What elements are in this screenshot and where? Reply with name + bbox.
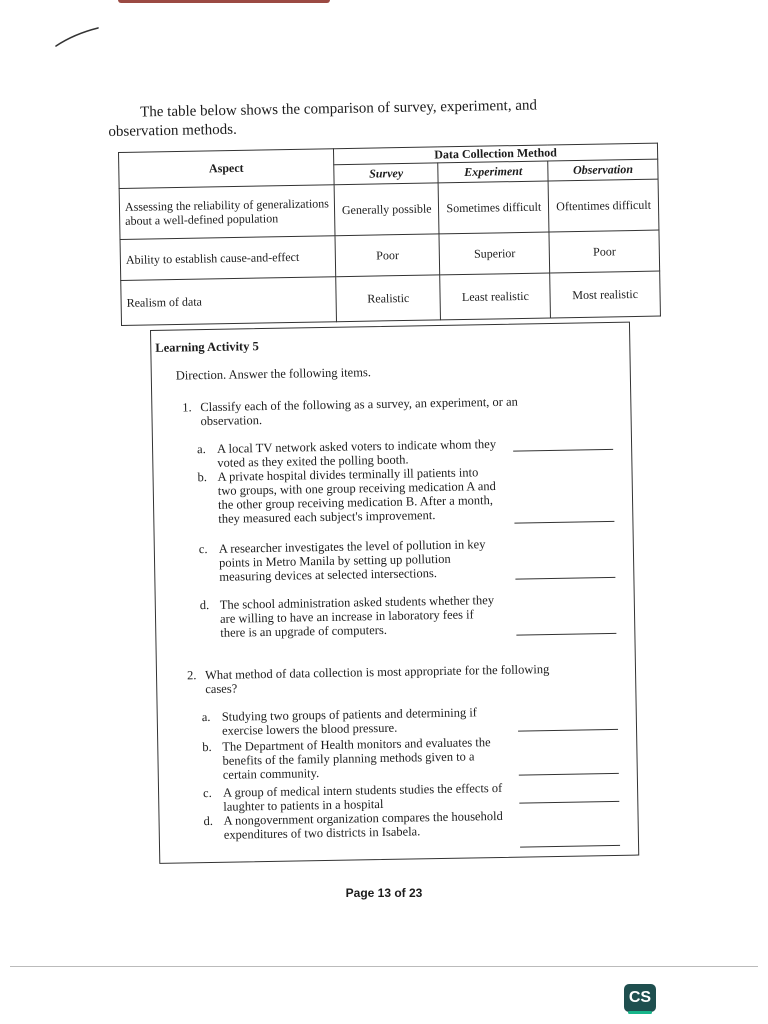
learning-activity-box [150,322,639,864]
intro-paragraph [108,95,629,142]
pen-stroke-mark [54,24,100,50]
question-text: What method of data collection is most appropriate for the following cases? [204,662,550,697]
list-item [198,537,499,584]
experiment-cell: Sometimes difficult [439,181,550,234]
list-item [202,780,503,814]
aspect-cell: Realism of data [121,277,337,326]
answer-blank[interactable] [515,577,615,580]
item-letter: a. [196,442,206,457]
item-letter: c. [202,785,212,801]
item-letter: c. [198,542,208,557]
observation-cell: Oftentimes difficult [548,179,659,232]
question-1 [182,394,562,429]
list-item [199,593,500,640]
table-row [121,271,661,325]
item-text: Studying two groups of patients and determining if exercise lowers the blood pressure. [221,705,478,738]
answer-blank[interactable] [519,773,619,776]
answer-blank[interactable] [516,633,616,636]
item-text: A group of medical intern students studies the effects of laughter to patients in a hospital [222,780,503,814]
answer-blank[interactable] [519,801,619,804]
method-group-header: Data Collection Method [333,143,657,165]
bottom-divider [10,966,758,967]
aspect-cell: Assessing the reliability of generalizations about a well-defined population [119,185,335,240]
page-number: Page 13 of 23 [345,886,423,900]
question-2 [186,662,567,697]
item-text: The Department of Health monitors and evaluates the benefits of the family planning methods given to a certain community. [222,735,491,782]
item-text: A researcher investigates the level of pollution in key points in Metro Manila by setting up pollution measuring devices at selected intersections. [218,537,486,584]
list-item [201,705,502,738]
table-row [119,179,659,239]
survey-cell: Realistic [336,275,441,322]
observation-cell: Poor [549,230,659,273]
item-letter: a. [201,710,211,725]
intro-line-1: The table below shows the comparison of survey, experiment, and [140,97,538,121]
question-number: 2. [186,668,197,683]
survey-cell: Generally possible [334,183,439,236]
item-text: A private hospital divides terminally ill patients into two groups, with one group receiving medication A and the other group receiving medication B. After a month, they measured each subject's improvement. [217,465,496,526]
list-item [196,436,497,470]
item-text: A nongovernment organization compares the household expenditures of two districts in Isabela. [223,808,503,842]
item-text: The school administration asked students whether they are willing to have an increase in laboratory fees if there is an upgrade of computers. [219,593,495,640]
item-letter: b. [197,470,208,485]
question-text: Classify each of the following as a survey, an experiment, or an observation. [200,394,518,429]
observation-header: Observation [548,159,658,181]
answer-blank[interactable] [514,521,614,524]
experiment-header: Experiment [438,161,548,183]
intro-line-2: observation methods. [108,121,237,140]
camscanner-logo-icon: CS [624,984,656,1012]
answer-blank[interactable] [520,845,620,848]
aspect-cell: Ability to establish cause-and-effect [120,236,336,281]
direction-text: Direction. Answer the following items. [175,365,372,383]
top-red-stripe [118,0,330,3]
experiment-cell: Superior [439,232,549,275]
aspect-header: Aspect [119,149,335,189]
survey-cell: Poor [335,234,440,277]
answer-blank[interactable] [513,449,613,452]
item-letter: d. [203,813,214,829]
item-letter: b. [202,739,212,755]
activity-title: Learning Activity 5 [155,339,259,355]
item-text: A local TV network asked voters to indicate whom they voted as they exited the polling booth. [216,436,497,470]
answer-blank[interactable] [518,729,618,732]
observation-cell: Most realistic [550,271,661,318]
question-number: 1. [182,400,192,415]
comparison-table [118,143,661,326]
item-letter: d. [199,598,210,613]
experiment-cell: Least realistic [440,273,551,320]
survey-header: Survey [334,163,439,185]
